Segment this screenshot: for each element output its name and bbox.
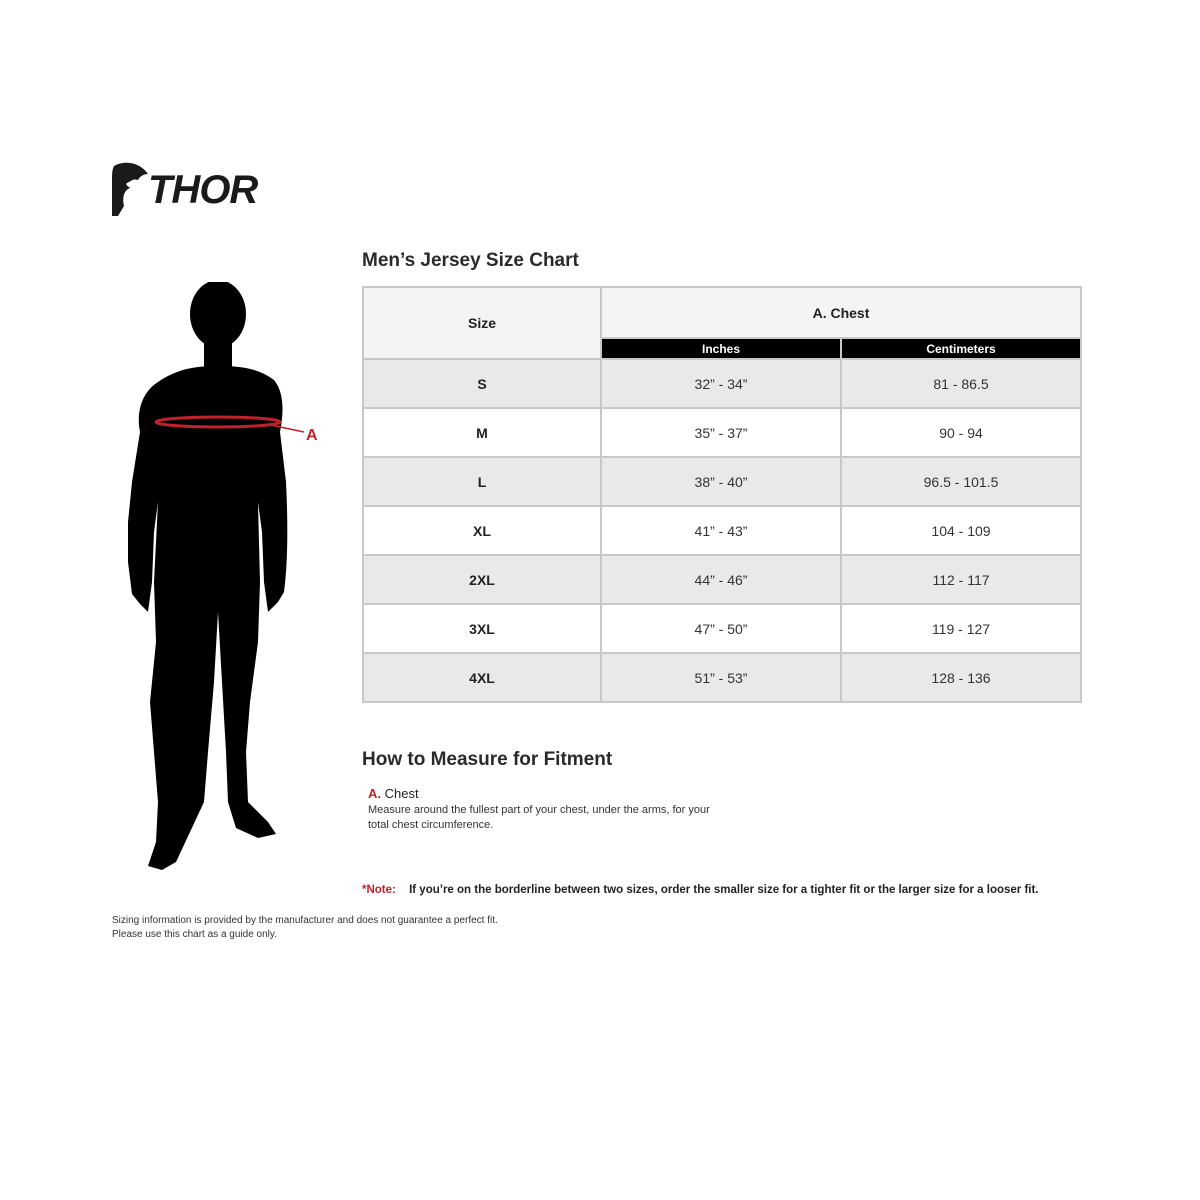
table-row (363, 506, 1081, 555)
inches-cell: 35” - 37” (601, 408, 841, 457)
inches-header: Inches (601, 338, 841, 359)
measure-description (368, 803, 728, 833)
thor-helmet-icon (110, 160, 150, 220)
measure-label (368, 786, 419, 801)
note-prefix: *Note: (362, 884, 396, 896)
cm-cell: 112 - 117 (841, 555, 1081, 604)
cm-cell: 104 - 109 (841, 506, 1081, 555)
measure-description-line: Measure around the fullest part of your chest, under the arms, for your (368, 804, 710, 816)
size-cell: 4XL (363, 653, 601, 702)
chart-title: Men’s Jersey Size Chart (362, 250, 579, 271)
note-text: If you’re on the borderline between two sizes, order the smaller size for a tighter fit or the larger size for a looser fit. (409, 884, 1039, 896)
cm-cell: 81 - 86.5 (841, 359, 1081, 408)
fit-note (362, 884, 1039, 896)
table-row (363, 555, 1081, 604)
disclaimer-line: Please use this chart as a guide only. (112, 929, 277, 940)
body-silhouette (118, 282, 328, 872)
inches-cell: 38” - 40” (601, 457, 841, 506)
measure-letter: A. (368, 786, 381, 801)
brand-wordmark: THOR (148, 168, 258, 212)
table-row (363, 408, 1081, 457)
cm-cell: 90 - 94 (841, 408, 1081, 457)
cm-cell: 119 - 127 (841, 604, 1081, 653)
chest-column-header: A. Chest (601, 287, 1081, 338)
size-cell: XL (363, 506, 601, 555)
size-column-header: Size (363, 287, 601, 359)
size-cell: 2XL (363, 555, 601, 604)
chest-marker-label: A (306, 427, 318, 444)
size-cell: S (363, 359, 601, 408)
table-row (363, 653, 1081, 702)
brand-logo (110, 160, 285, 220)
disclaimer (112, 914, 532, 942)
disclaimer-line: Sizing information is provided by the manufacturer and does not guarantee a perfect fit. (112, 915, 498, 926)
table-row (363, 457, 1081, 506)
table-row (363, 604, 1081, 653)
centimeters-header: Centimeters (841, 338, 1081, 359)
inches-cell: 44” - 46” (601, 555, 841, 604)
measure-description-line: total chest circumference. (368, 819, 494, 831)
measure-name: Chest (384, 786, 419, 801)
cm-cell: 96.5 - 101.5 (841, 457, 1081, 506)
how-to-title: How to Measure for Fitment (362, 749, 613, 770)
size-cell: L (363, 457, 601, 506)
inches-cell: 32” - 34” (601, 359, 841, 408)
inches-cell: 47” - 50” (601, 604, 841, 653)
inches-cell: 41” - 43” (601, 506, 841, 555)
cm-cell: 128 - 136 (841, 653, 1081, 702)
size-cell: 3XL (363, 604, 601, 653)
size-cell: M (363, 408, 601, 457)
table-row (363, 359, 1081, 408)
size-chart-table (362, 286, 1082, 703)
inches-cell: 51” - 53” (601, 653, 841, 702)
